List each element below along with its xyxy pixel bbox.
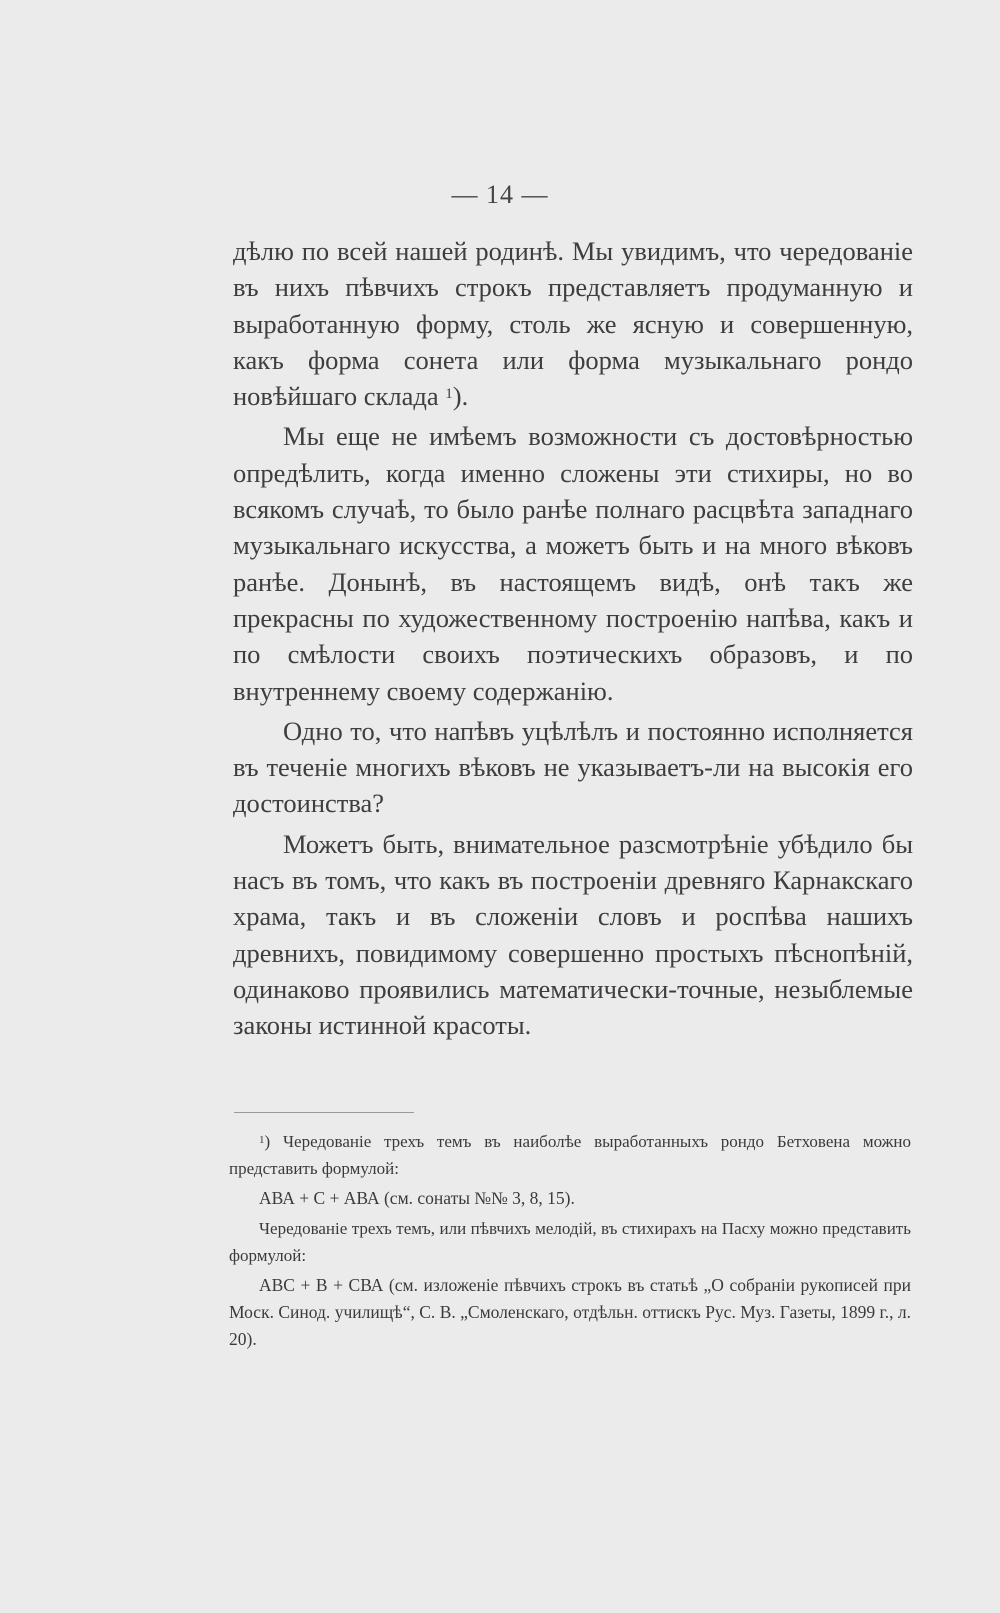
footnote-block [229,1128,911,1356]
footnote-mark: 1 [259,1134,265,1146]
footnote-formula-2: АВС + В + СВА (см. изложеніе пѣвчихъ строкъ въ статьѣ „О собраніи рукописей при Моск. Синод. училищѣ“, С. В. „Смоленскаго, отдѣльн. оттискъ Рус. Муз. Газеты, 1899 г., л. 20). [229,1275,911,1349]
footnote-line-1-text: Чередованіе трехъ темъ въ наиболѣе выработанныхъ рондо Бетховена можно представить формулой: [229,1132,912,1178]
footnote-divider [234,1112,414,1113]
footnote-formula-1: АВА + С + АВА (см. сонаты №№ 3, 8, 15). [259,1188,575,1208]
paragraph-3: Одно то, что напѣвъ уцѣлѣлъ и постоянно исполняется въ теченіе многихъ вѣковъ не указываетъ-ли на высокія его достоинства? [233,715,913,819]
paragraph-4: Можетъ быть, внимательное разсмотрѣніе убѣдило бы насъ въ томъ, что какъ въ построеніи древняго Карнакскаго храма, такъ и въ сложеніи словъ и роспѣва нашихъ древнихъ, повидимому совершенно простыхъ пѣснопѣній, одинаково проявились математически-точные, незыблемые законы истинной красоты. [233,828,913,1041]
paragraph-1 [233,233,913,414]
main-text [233,233,913,1044]
footnote-mark-close: ) [264,1132,271,1151]
paragraph-1-end: ). [452,381,469,412]
footnote-reference[interactable]: 1 [445,386,453,403]
page-number: — 14 — [451,180,549,209]
paragraph-2: Мы еще не имѣемъ возможности съ достовѣрностью опредѣлить, когда именно сложены эти стихиры, но во всякомъ случаѣ, то было ранѣе полнаго расцвѣта западнаго музыкальнаго искусства, а можетъ быть и на много вѣковъ ранѣе. Донынѣ, въ настоящемъ видѣ, онѣ такъ же прекрасны по художественному построенію напѣва, какъ и по смѣлости своихъ поэтическихъ образовъ, и по внутреннему своему содержанію. [233,421,913,706]
paragraph-1-text: дѣлю по всей нашей родинѣ. Мы увидимъ, что чередованіе въ нихъ пѣвчихъ строкъ представляетъ продуманную и выработанную форму, столь же ясную и совершенную, какъ форма сонета или форма музыкальнаго рондо новѣйшаго склада [233,236,913,412]
footnote-line-2: Чередованіе трехъ темъ, или пѣвчихъ мелодій, въ стихирахъ на Пасху можно представить формулой: [229,1219,911,1265]
footnote-line-1 [229,1128,911,1182]
